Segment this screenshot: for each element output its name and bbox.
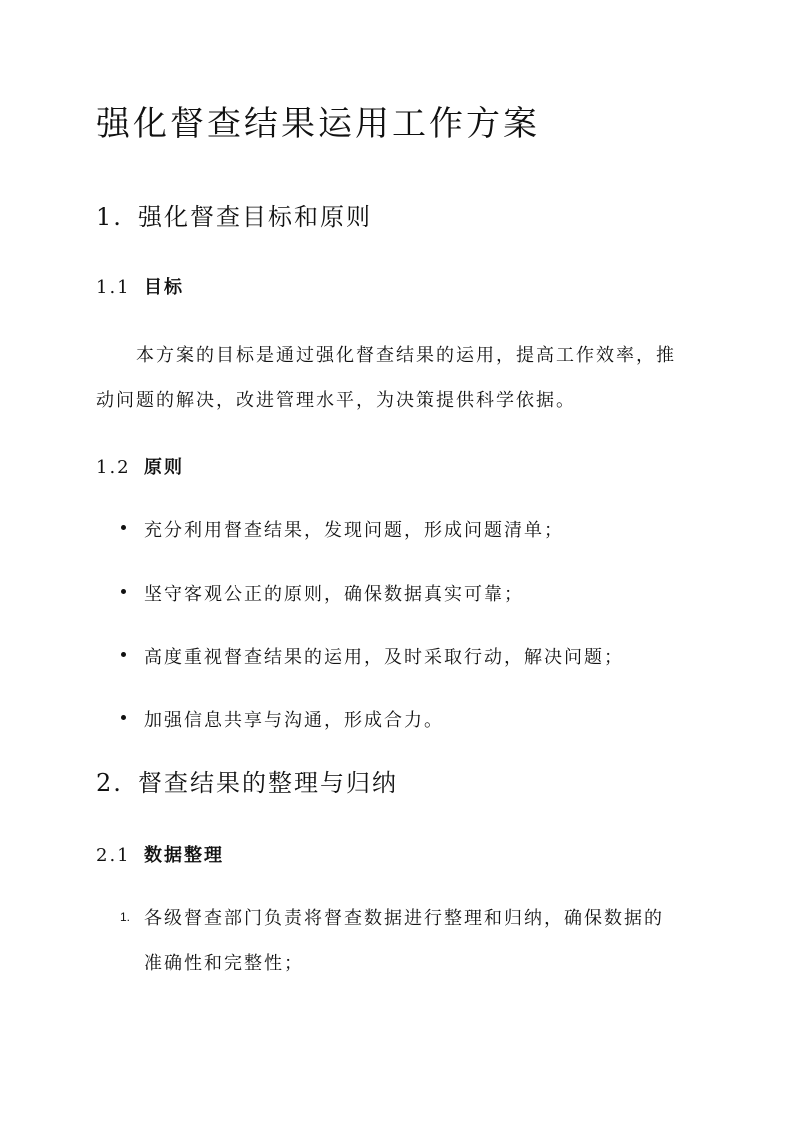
bullet-dot-icon xyxy=(121,525,126,530)
subsection-1-1-heading xyxy=(96,273,184,299)
subsection-2-1-heading xyxy=(96,841,224,867)
principle-item-1: 充分利用督查结果，发现问题，形成问题清单； xyxy=(144,520,564,541)
section-2-number: 2. xyxy=(96,769,123,797)
subsection-2-1-title: 数据整理 xyxy=(144,845,224,866)
subsection-1-1-title: 目标 xyxy=(144,277,184,298)
section-2-heading xyxy=(96,763,398,798)
subsection-1-1-number: 1.1 xyxy=(96,277,131,298)
bullet-dot-icon xyxy=(121,589,126,594)
ordered-item-1-line-2: 准确性和完整性； xyxy=(144,953,304,974)
principle-item-3: 高度重视督查结果的运用，及时采取行动，解决问题； xyxy=(144,647,624,668)
principle-item-2: 坚守客观公正的原则，确保数据真实可靠； xyxy=(144,584,524,605)
goal-paragraph-line-1: 本方案的目标是通过强化督查结果的运用，提高工作效率，推 xyxy=(136,345,676,366)
subsection-1-2-number: 1.2 xyxy=(96,457,131,478)
section-1-number: 1. xyxy=(96,203,123,231)
bullet-dot-icon xyxy=(121,715,126,720)
ordered-item-1-line-1: 各级督查部门负责将督查数据进行整理和归纳，确保数据的 xyxy=(144,908,664,929)
section-2-title: 督查结果的整理与归纳 xyxy=(138,769,398,797)
document-title: 强化督查结果运用工作方案 xyxy=(96,104,540,144)
ordered-item-1-marker: 1. xyxy=(120,910,131,924)
principle-item-4: 加强信息共享与沟通，形成合力。 xyxy=(144,710,444,731)
section-1-title: 强化督查目标和原则 xyxy=(138,203,372,231)
bullet-dot-icon xyxy=(121,652,126,657)
subsection-1-2-heading xyxy=(96,453,184,479)
section-1-heading xyxy=(96,197,372,232)
subsection-1-2-title: 原则 xyxy=(144,457,184,478)
subsection-2-1-number: 2.1 xyxy=(96,845,131,866)
goal-paragraph-line-2: 动问题的解决，改进管理水平，为决策提供科学依据。 xyxy=(96,390,576,411)
